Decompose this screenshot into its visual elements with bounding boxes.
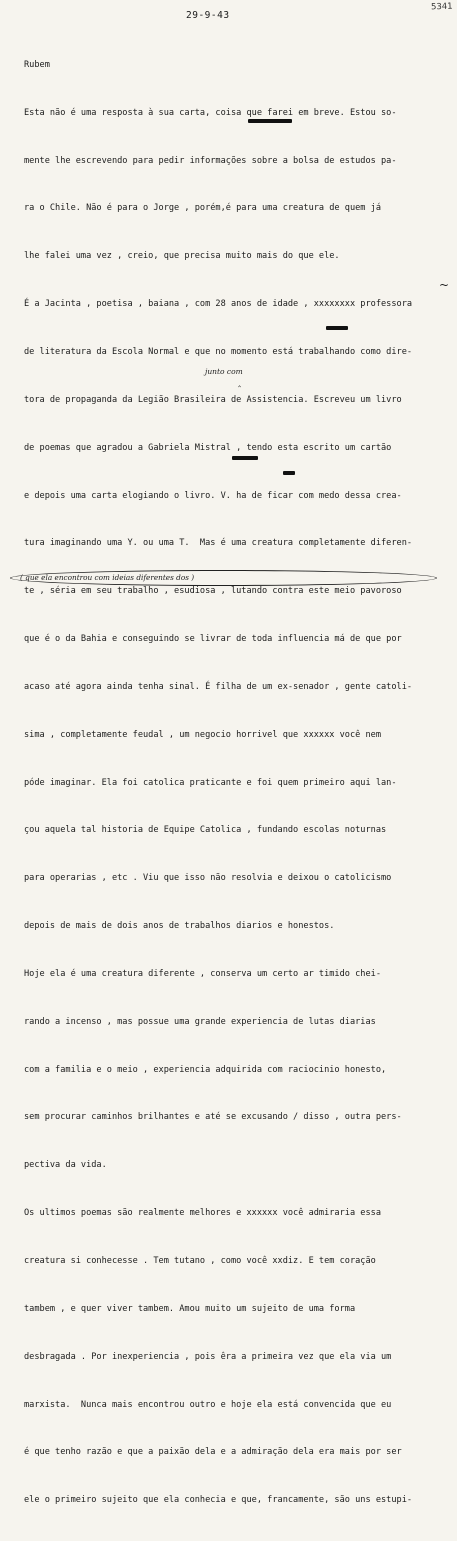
text-line: sem procurar caminhos brilhantes e até se excusando / disso , outra pers- xyxy=(24,1112,402,1123)
text-line: ra o Chile. Não é para o Jorge , porém,é para uma creatura de quem já xyxy=(24,203,381,214)
strikethrough-mark xyxy=(283,471,295,475)
letter-body xyxy=(24,26,442,1541)
text-line: Hoje ela é uma creatura diferente , conserva um certo ar timido chei- xyxy=(24,968,381,979)
text-line: que é o da Bahia e conseguindo se livrar de toda influencia má de que por xyxy=(24,634,402,645)
text-line: sima , completamente feudal , um negocio horrivel que xxxxxx você nem xyxy=(24,729,381,740)
text-line: acaso até agora ainda tenha sinal. É filha de um ex-senador , gente catoli- xyxy=(24,681,413,692)
text-line: é que tenho razão e que a paixão dela e a admiração dela era mais por ser xyxy=(24,1447,402,1458)
text-line: com a familia e o meio , experiencia adquirida com raciocinio honesto, xyxy=(24,1064,387,1075)
archive-number: 5341 xyxy=(431,1,454,13)
text-line: desbragada . Por inexperiencia , pois êra a primeira vez que ela via um xyxy=(24,1351,392,1362)
text-line: çou aquela tal historia de Equipe Catolica , fundando escolas noturnas xyxy=(24,825,387,836)
text-line: e depois uma carta elogiando o livro. V. ha de ficar com medo dessa crea- xyxy=(24,490,402,501)
text-line: É a Jacinta , poetisa , baiana , com 28 anos de idade , xxxxxxxx professora xyxy=(24,299,413,310)
text-line: Os ultimos poemas são realmente melhores e xxxxxx você admiraria essa xyxy=(24,1208,381,1219)
insertion-caret: ‸ xyxy=(238,378,242,388)
handwritten-bottom-note: ( que ela encontrou com ideias diferentes dos ) xyxy=(20,573,195,582)
text-line: mente lhe escrevendo para pedir informações sobre a bolsa de estudos pa- xyxy=(24,155,397,166)
text-line: de literatura da Escola Normal e que no momento está trabalhando como dire- xyxy=(24,346,413,357)
strikethrough-mark xyxy=(248,119,292,123)
margin-annotation: ~ xyxy=(438,278,449,292)
text-line: lhe falei uma vez , creio, que precisa muito mais do que ele. xyxy=(24,251,340,262)
text-line: depois de mais de dois anos de trabalhos diarios e honestos. xyxy=(24,921,335,932)
text-line: tura imaginando uma Y. ou uma T. Mas é uma creatura completamente diferen- xyxy=(24,538,413,549)
text-line: para operarias , etc . Viu que isso não resolvia e deixou o catolicismo xyxy=(24,873,392,884)
text-line: póde imaginar. Ela foi catolica praticante e foi quem primeiro aqui lan- xyxy=(24,777,397,788)
text-line: Esta não é uma resposta à sua carta, coisa que farei em breve. Estou so- xyxy=(24,107,397,118)
text-line: rando a incenso , mas possue uma grande experiencia de lutas diarias xyxy=(24,1016,376,1027)
text-line: tora de propaganda da Legião Brasileira de Assistencia. Escreveu um livro xyxy=(24,394,402,405)
text-line: pectiva da vida. xyxy=(24,1160,107,1171)
handwritten-insertion: junto com xyxy=(205,367,243,376)
text-line: marxista. Nunca mais encontrou outro e hoje ela está convencida que eu xyxy=(24,1399,392,1410)
text-line: ele o primeiro sujeito que ela conhecia e que, francamente, são uns estupi- xyxy=(24,1495,413,1506)
strikethrough-mark xyxy=(232,456,258,460)
text-line: tambem , e quer viver tambem. Amou muito um sujeito de uma forma xyxy=(24,1303,356,1314)
text-line: de poemas que agradou a Gabriela Mistral , tendo esta escrito um cartão xyxy=(24,442,392,453)
text-line: creatura si conhecesse . Tem tutano , como você xxdiz. E tem coração xyxy=(24,1256,376,1266)
letter-date: 29-9-43 xyxy=(186,10,230,21)
strikethrough-mark xyxy=(326,326,348,330)
text-line: Rubem xyxy=(24,59,50,70)
text-line: te , séria em seu trabalho , esudiosa , lutando contra este meio pavoroso xyxy=(24,586,402,597)
